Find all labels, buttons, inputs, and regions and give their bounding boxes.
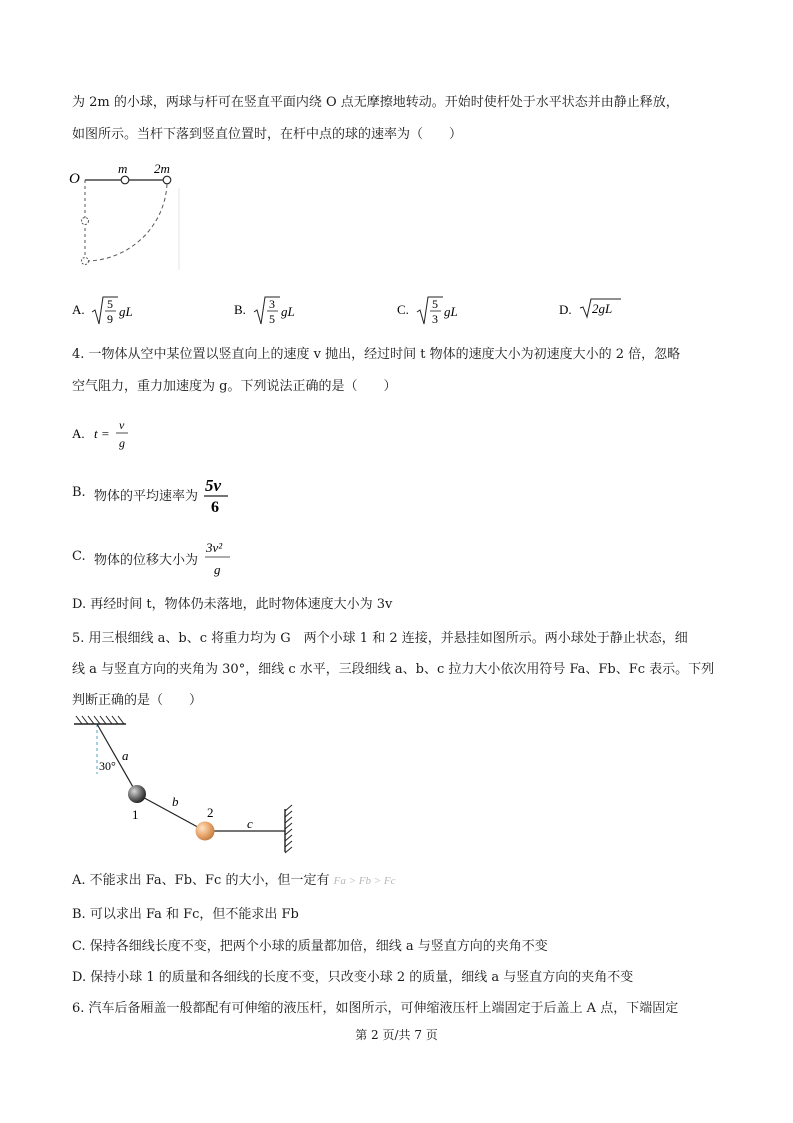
q3-option-d-label: D.: [559, 302, 572, 317]
q3-option-d[interactable]: [559, 294, 639, 332]
q5-option-a-relation: Fa > Fb > Fc: [333, 875, 396, 887]
q4-option-a[interactable]: [72, 414, 162, 458]
q4-option-c-num: 3v²: [206, 540, 223, 555]
q4-text-line1: 4. 一物体从空中某位置以竖直向上的速度 v 抛出，经过时间 t 物体的速度大小为初速度大小的 2 倍，忽略: [72, 347, 681, 362]
q3-option-a-tail: gL: [119, 304, 133, 319]
q3-arc-path: [88, 184, 167, 261]
q5-ball-1: [128, 785, 146, 803]
q5-label-b: b: [172, 794, 179, 809]
q3-option-b-den: 5: [269, 312, 275, 326]
q4-option-b-label: B.: [72, 485, 86, 500]
q5-line-b: [137, 794, 205, 831]
q3-ball-2m: [163, 176, 171, 184]
q5-option-b[interactable]: B. 可以求出 Fa 和 Fc，但不能求出 Fb: [72, 907, 299, 922]
q3-option-c-den: 3: [432, 312, 438, 326]
q4-option-a-label: A.: [72, 426, 85, 441]
q3-option-c-num: 5: [432, 297, 438, 311]
q3-text-line1: 为 2m 的小球，两球与杆可在竖直平面内绕 O 点无摩擦地转动。开始时使杆处于水平状态并由静止释放，: [72, 95, 679, 110]
q5-label-ball-2: 2: [207, 805, 214, 820]
q3-ball-2m-dashed: [82, 258, 89, 265]
q3-option-b-tail: gL: [281, 304, 295, 319]
q4-option-b-text: 物体的平均速率为: [94, 489, 199, 504]
q3-text-line2: 如图所示。当杆下落到竖直位置时，在杆中点的球的速率为（ ）: [72, 127, 463, 142]
q3-option-a-label: A.: [72, 302, 85, 317]
q5-option-a[interactable]: [72, 872, 395, 890]
q5-option-a-text: A. 不能求出 Fa、Fb、Fc 的大小，但一定有: [72, 873, 330, 888]
q5-option-c[interactable]: C. 保持各细线长度不变，把两个小球的质量都加倍，细线 a 与竖直方向的夹角不变: [72, 939, 548, 954]
q4-option-c-text: 物体的位移大小为: [94, 553, 199, 568]
q3-option-c[interactable]: [397, 294, 477, 332]
q4-text-line2: 空气阻力，重力加速度为 g。下列说法正确的是（ ）: [72, 379, 397, 394]
q3-option-a-num: 5: [107, 297, 113, 311]
q5-label-ball-1: 1: [132, 807, 139, 822]
q4-option-c-label: C.: [72, 549, 86, 564]
q5-hanging-balls-figure: [66, 712, 306, 862]
q6-text-line1: 6. 汽车后备厢盖一般都配有可伸缩的液压杆，如图所示，可伸缩液压杆上端固定于后盖上 A 点，下端固定: [72, 1001, 679, 1016]
q5-text-line3: 判断正确的是（ ）: [72, 693, 203, 708]
q3-label-m: m: [118, 161, 128, 176]
page-footer: 第 2 页/共 7 页: [355, 1028, 438, 1042]
q3-option-b-label: B.: [234, 302, 246, 317]
q5-label-angle: 30°: [99, 759, 116, 773]
q4-option-b-den: 6: [211, 499, 219, 516]
q4-option-a-lhs: t =: [94, 426, 110, 441]
q3-option-a[interactable]: [72, 294, 152, 332]
q4-option-a-num: v: [119, 418, 125, 432]
q3-option-c-tail: gL: [444, 304, 458, 319]
q4-option-d[interactable]: D. 再经时间 t，物体仍未落地，此时物体速度大小为 3v: [72, 597, 393, 612]
q4-option-a-den: g: [119, 436, 125, 450]
q5-option-d[interactable]: D. 保持小球 1 的质量和各细线的长度不变，只改变小球 2 的质量，细线 a 与竖直方向的夹角不变: [72, 970, 634, 985]
q3-option-a-den: 9: [107, 312, 113, 326]
q3-label-o: O: [69, 171, 80, 187]
q5-label-c: c: [247, 816, 253, 831]
q5-ball-2: [196, 822, 215, 841]
q3-option-d-expr: 2gL: [592, 301, 613, 316]
q4-option-c-den: g: [214, 562, 221, 577]
q3-label-2m: 2m: [154, 161, 170, 176]
q3-option-b-num: 3: [269, 297, 275, 311]
q5-label-a: a: [122, 748, 129, 763]
q3-ball-m: [121, 176, 129, 184]
q3-rod-figure: [66, 158, 196, 276]
q4-option-b-num: 5v: [205, 476, 222, 495]
q5-text-line1: 5. 用三根细线 a、b、c 将重力均为 G 两个小球 1 和 2 连接，并悬挂如图所示。两小球处于静止状态，细: [72, 631, 688, 646]
q3-option-b[interactable]: [234, 294, 314, 332]
q5-text-line2: 线 a 与竖直方向的夹角为 30°，细线 c 水平，三段细线 a、b、c 拉力大小依次用符号 Fa、Fb、Fc 表示。下列: [72, 662, 715, 677]
q3-ball-m-dashed: [82, 218, 89, 225]
q3-option-c-label: C.: [397, 302, 409, 317]
